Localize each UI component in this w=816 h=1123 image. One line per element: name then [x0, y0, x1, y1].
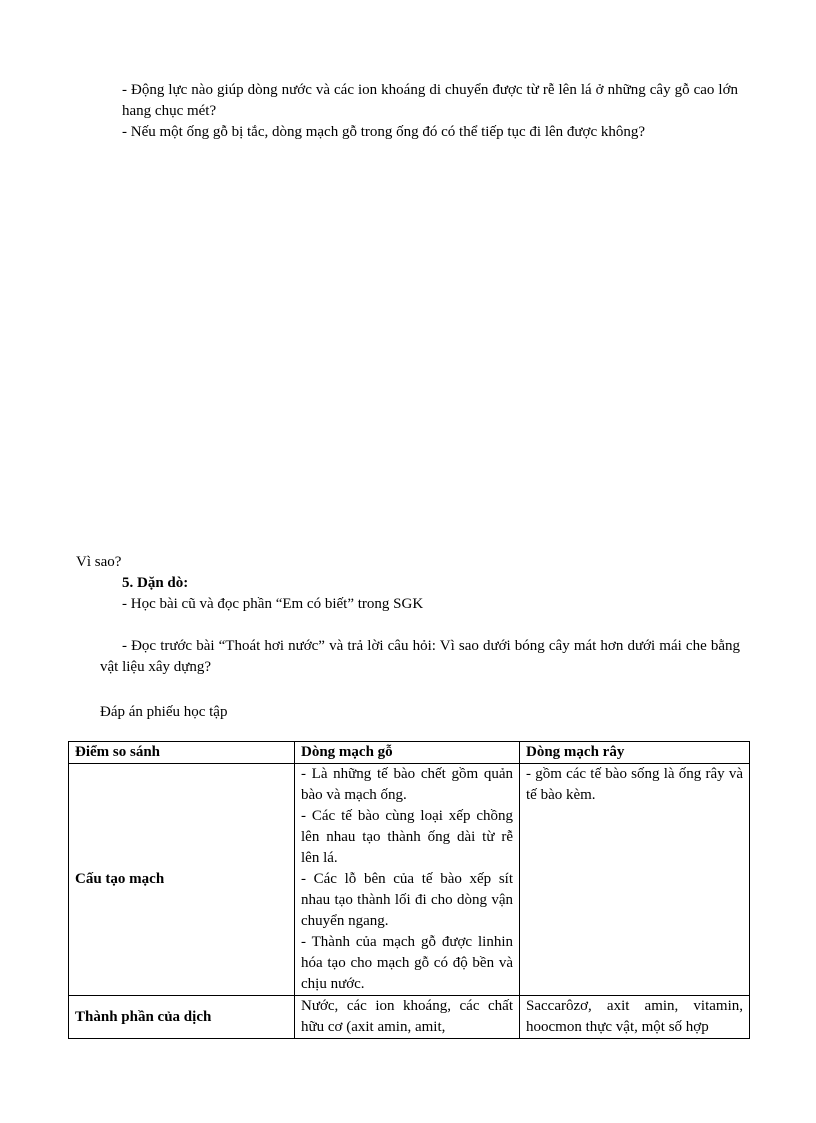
header-phloem: Dòng mạch rây [520, 742, 750, 764]
cell-phloem-structure: - gồm các tế bào sống là ống rây và tế bào kèm. [520, 764, 750, 996]
review-questions [122, 80, 738, 143]
question-2: - Nếu một ống gỗ bị tắc, dòng mạch gỗ trong ống đó có thể tiếp tục đi lên được không? [122, 124, 646, 140]
question-2-continuation: Vì sao? [76, 554, 122, 570]
question-1 [122, 80, 738, 122]
table-row [69, 764, 750, 996]
header-xylem: Dòng mạch gỗ [295, 742, 520, 764]
table-header-row [69, 742, 750, 764]
question-1-line-2: cây gỗ cao lớn hang chục mét? [122, 82, 739, 119]
homework-item-2: - Đọc trước bài “Thoát hơi nước” và trả lời câu hỏi: Vì sao dưới bóng cây mát hơn dưới mái che bằng vật liệu xây dựng? [100, 638, 740, 675]
header-criteria: Điểm so sánh [69, 742, 295, 764]
row-label-structure: Cấu tạo mạch [69, 764, 295, 996]
cell-phloem-composition: Saccarôzơ, axit amin, vitamin, hoocmon thực vật, một số hợp [520, 996, 750, 1039]
row-label-composition: Thành phần của dịch [69, 996, 295, 1039]
section-heading: 5. Dặn dò: [122, 575, 189, 591]
answer-sheet-title: Đáp án phiếu học tập [100, 704, 228, 720]
table-row [69, 996, 750, 1039]
question-1-line-1: - Động lực nào giúp dòng nước và các ion khoáng di chuyển được từ rễ lên lá ở những [122, 82, 646, 98]
comparison-table [68, 741, 750, 1039]
cell-xylem-structure: - Là những tế bào chết gồm quản bào và mạch ống. - Các tế bào cùng loại xếp chồng lên nhau tạo thành ống dài từ rễ lên lá. - Các lỗ bên của tế bào xếp sít nhau tạo thành lối đi cho dòng vận chuyển ngang. - Thành của mạch gỗ được linhin hóa tạo cho mạch gỗ có độ bền và chịu nước. [295, 764, 520, 996]
cell-xylem-composition: Nước, các ion khoáng, các chất hữu cơ (axit amin, amit, [295, 996, 520, 1039]
homework-item-1: - Học bài cũ và đọc phần “Em có biết” trong SGK [122, 596, 424, 612]
